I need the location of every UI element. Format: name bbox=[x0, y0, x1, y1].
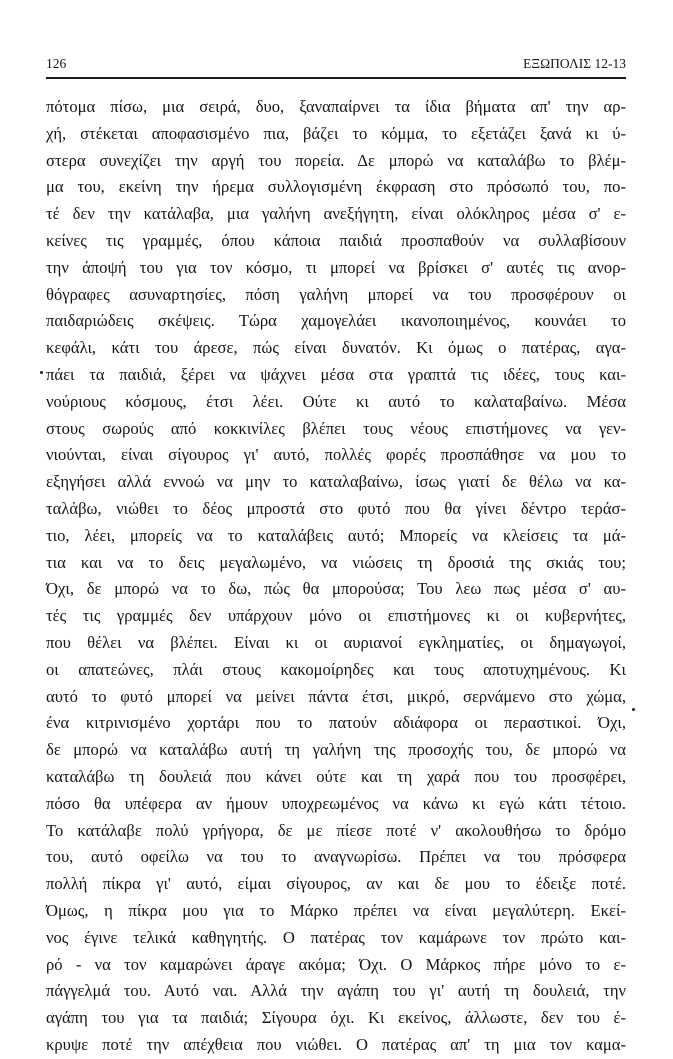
text-line: κρυψε ποτέ την απέχθεια που νιώθει. Ο πατέρας απ' τη μια τον καμα- bbox=[46, 1034, 626, 1054]
text-line: του, αυτό οφείλω να του το αναγνωρίσω. Πρέπει να του πρόσφερα bbox=[46, 847, 626, 867]
running-title: ΕΞΩΠΟΛΙΣ 12-13 bbox=[523, 56, 626, 71]
text-line: που θέλει να βλέπει. Είναι κι οι αυριανοί εγκληματίες, οι δημαγωγοί, bbox=[46, 632, 626, 652]
text-line: νος έγινε τελικά καθηγητής. Ο πατέρας τον καμάρωνε τον πρώτο και- bbox=[46, 927, 626, 947]
text-line: αυτό το φυτό μπορεί να μείνει πάντα έτσι, μικρό, σερνάμενο στο χώμα, bbox=[46, 686, 626, 706]
text-line: τια και να το δεις μεγαλωμένο, να νιώσεις τη δροσιά της σκιάς του; bbox=[46, 552, 626, 572]
text-line: εξηγήσει αλλά εννοώ να μην το καταλαβαίνω, ίσως γιατί δε θέλω να κα- bbox=[46, 472, 626, 492]
text-line: μα του, εκείνη την ήρεμα συλλογισμένη έκφραση στο πρόσωπό του, πο- bbox=[46, 177, 626, 197]
text-line: καταλάβω τη δουλειά που κάνει ούτε και τη χαρά που του προσφέρει, bbox=[46, 766, 626, 786]
text-line: πάει τα παιδιά, ξέρει να ψάχνει μέσα στα γραπτά τις ιδέες, τους και- bbox=[46, 364, 626, 384]
text-line: θόγραφες ασυναρτησίες, πόση γαλήνη μπορεί να του προσφέρουν οι bbox=[46, 284, 626, 304]
print-speck bbox=[40, 371, 43, 374]
text-line: στερα συνεχίζει την αργή του πορεία. Δε μπορώ να καταλάβω το βλέμ- bbox=[46, 150, 626, 170]
text-line: αγάπη του για τα παιδιά; Σίγουρα όχι. Κι εκείνος, άλλωστε, δεν του έ- bbox=[46, 1008, 626, 1028]
text-line: παιδαριώδεις σκέψεις. Τώρα χαμογελάει ικανοποιημένος, κουνάει το bbox=[46, 311, 626, 331]
header-rule bbox=[46, 77, 626, 79]
text-line: νούριους κόσμους, έτσι λέει. Ούτε κι αυτό το καλαταβαίνω. Μέσα bbox=[46, 391, 626, 411]
text-line: ένα κιτρινισμένο χορτάρι που το πατούν αδιάφορα οι περαστικοί. Όχι, bbox=[46, 713, 626, 733]
text-line: Όχι, δε μπορώ να το δω, πώς θα μπορούσα; Του λεω πως μέσα σ' αυ- bbox=[46, 579, 626, 599]
text-line: πάγγελμά του. Αυτό ναι. Αλλά την αγάπη του γι' αυτή τη δουλειά, την bbox=[46, 981, 626, 1001]
text-line: οι απατεώνες, πλάι στους κακομοίρηδες και τους αποτυχημένους. Κι bbox=[46, 659, 626, 679]
text-line: δε μπορώ να καταλάβω αυτή τη γαλήνη της προσοχής του, δε μπορώ να bbox=[46, 740, 626, 760]
text-line: ταλάβω, νιώθει το δέος μπροστά στο φυτό που θα γίνει δέντρο τεράσ- bbox=[46, 498, 626, 518]
text-line: τιο, λέει, μπορείς να το καταλάβεις αυτό; Μπορείς να κλείσεις τα μά- bbox=[46, 525, 626, 545]
text-line: Το κατάλαβε πολύ γρήγορα, δε με πίεσε ποτέ ν' ακολουθήσω το δρόμο bbox=[46, 820, 626, 840]
text-line: ρό - να τον καμαρώνει άραγε ακόμα; Όχι. Ο Μάρκος πήρε μόνο το ε- bbox=[46, 954, 626, 974]
text-line: τές τις γραμμές δεν υπάρχουν μόνο οι επιστήμονες κι οι κυβερνήτες, bbox=[46, 606, 626, 626]
text-line: πότομα πίσω, μια σειρά, δυο, ξαναπαίρνει τα ίδια βήματα απ' την αρ- bbox=[46, 97, 626, 116]
page-number: 126 bbox=[46, 56, 67, 71]
text-line: κεφάλι, κάτι του άρεσε, πώς είναι δυνατόν. Κι όμως ο πατέρας, αγα- bbox=[46, 338, 626, 358]
text-line: πολλή πίκρα γι' αυτό, είμαι σίγουρος, αν και δε μου το έδειξε ποτέ. bbox=[46, 874, 626, 894]
body-text bbox=[46, 94, 626, 1059]
print-speck bbox=[632, 708, 635, 711]
page-header bbox=[46, 56, 626, 78]
text-line: Όμως, η πίκρα μου για το Μάρκο πρέπει να είναι μεγαλύτερη. Εκεί- bbox=[46, 900, 626, 920]
text-line: πόσο θα υπέφερα αν ήμουν υποχρεωμένος να κάνω κι εγώ κάτι τέτοιο. bbox=[46, 793, 626, 813]
text-line: την άποψή του για τον κόσμο, τι μπορεί να βρίσκει σ' αυτές τις ανορ- bbox=[46, 257, 626, 277]
text-line: κείνες τις γραμμές, όπου κάποια παιδιά προσπαθούν να συλλαβίσουν bbox=[46, 230, 626, 250]
text-line: νιούνται, είναι σίγουρος γι' αυτό, πολλές φορές προσπάθησε να μου το bbox=[46, 445, 626, 465]
text-line: τέ δεν την κατάλαβα, μια γαλήνη ανεξήγητη, είναι ολόκληρος μέσα σ' ε- bbox=[46, 204, 626, 224]
text-line: χή, στέκεται αποφασισμένο πια, βάζει το κόμμα, το εξετάζει ξανά κι ύ- bbox=[46, 123, 626, 143]
text-line: στους σωρούς από κοκκινίλες βλέπει τους νέους επιστήμονες να γεν- bbox=[46, 418, 626, 438]
